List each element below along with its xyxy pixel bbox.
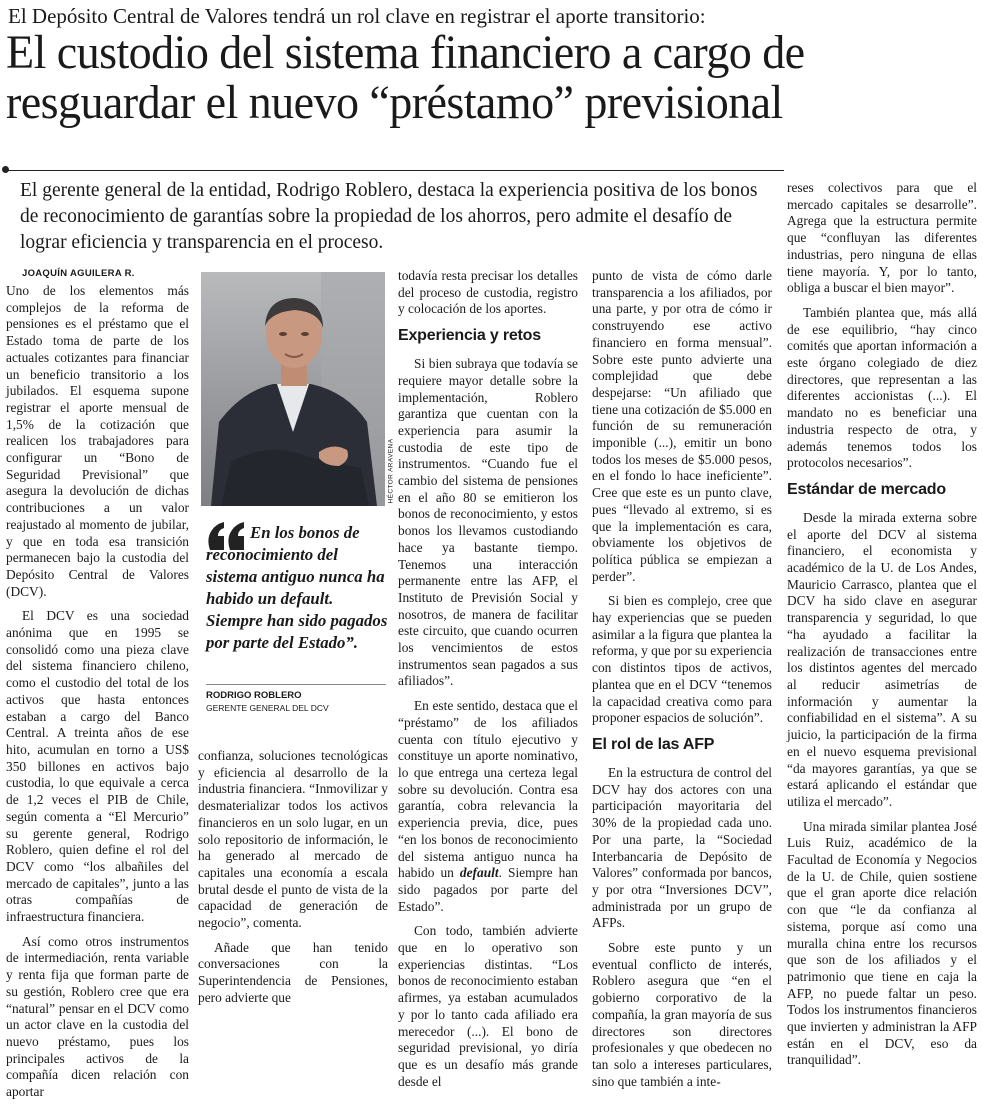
subheading-estandar: Estándar de mercado	[787, 480, 946, 498]
paragraph: En la estructura de control del DCV hay dos actores con una participación mayoritaria del 30% de la propiedad cada uno. Por una parte, la “Sociedad Interbancaria de Depósito de Valores” conformada por bancos, y por otra “Inversiones DCV”, administrada por un grupo de AFPs.	[592, 764, 772, 931]
text-run: En este sentido, destaca que el “préstamo” de los afiliados cuenta con título ejecutivo y constituye un aporte nominativo, lo que entrega una certeza legal sobre su devolución. Contra esa garantía, cobra relevancia la experiencia previa, dice, pues “en los bonos de reconocimiento del sistema antiguo nunca ha habido un	[398, 698, 578, 881]
portrait-photo	[201, 272, 385, 506]
paragraph: todavía resta precisar los detalles del proceso de custodia, registro y colocación de los aportes.	[398, 268, 578, 317]
paragraph: Con todo, también advierte que en lo operativo son experiencias distintas. “Los bonos de reconocimiento estaban afirmes, ya estaban acumulados y por lo tanto cada afiliado era merecedor (...). El bono de seguridad previsional, yo diría que es un desafío más grande desde el	[398, 923, 578, 1089]
emphasis-default: default	[459, 865, 499, 881]
portrait-illustration	[201, 272, 385, 506]
paragraph: El DCV es una sociedad anónima que en 1995 se consolidó como una pieza clave del sistema financiero chileno, como el custodio del total de los activos que hasta entonces estaban a cargo del Banco Central. A treinta años de ese hito, acumulan en torno a US$ 350 billones en activos bajo custodia, lo que equivale a cerca de 1,2 veces el PIB de Chile, según comenta a “El Mercurio” su gerente general, Rodrigo Roblero, quien define el rol del DCV como “los albañiles del mercado de capitales”, junto a las otras compañías de infraestructura financiera.	[6, 608, 189, 925]
paragraph: Una mirada similar plantea José Luis Ruiz, académico de la Facultad de Economía y Negocios de la U. de Chile, quien sostiene que el gran aporte dice relación con que “le da confianza al sistema, porque así como una muralla china entre los recursos que son de los afiliados y el patrimonio que tiene en caja la AFP, no puede faltar un peso. Todos los instrumentos financieros que invierten y administran la AFP están en el DCV, eso da tranquilidad”.	[787, 818, 977, 1068]
deck: El gerente general de la entidad, Rodrigo Roblero, destaca la experiencia positiva de los bonos de reconocimiento de garantías sobre la propiedad de los ahorros, pero admite el desafío de lograr eficiencia y transparencia en el proceso.	[20, 180, 758, 253]
column-5	[787, 180, 977, 1077]
paragraph: Si bien es complejo, cree que hay experiencias que se pueden asimilar a la figura que plantea la reforma, y que por su experiencia con distintos tipos de activos, plantea que en el DCV “tenemos la capacidad creativa como para proponer espacios de solución”.	[592, 593, 772, 726]
paragraph: Añade que han tenido conversaciones con la Superintendencia de Pensiones, pero advierte que	[198, 939, 388, 1005]
paragraph: punto de vista de cómo darle transparencia a los afiliados, por una parte, y por otra de cómo ir construyendo ese activo financiero en forma mensual”. Sobre este punto advierte una complejidad que debe despejarse: “Un afiliado que tiene una cotización de $5.000 en función de su remuneración imponible (...), emitir un bono todos los meses de $5.000 pesos, en el fondo lo hace ineficiente”. Cree que este es un punto clave, pues “llevado al extremo, si es que la implementación es cara, obviamente los objetivos de política pública se empiezan a perder”.	[592, 268, 772, 584]
text-run: . Siempre han sido pagados por parte del Estado”.	[398, 865, 578, 914]
paragraph: También plantea que, más allá de ese equilibrio, “hay cinco comités que aportan información a este órgano colegiado de diez directores, que representan a las diferentes accionistas (...). El mandato no es beneficiar una industria respecto de otra, y además tenemos todos los protocolos necesarios”.	[787, 304, 977, 471]
paragraph: confianza, soluciones tecnológicas y eficiencia al desarrollo de la industria financiera. “Inmovilizar y desmaterializar todos los activos financieros en un solo lugar, en un solo repositorio de información, le ha generado al mercado de capitales una economía a escala brutal desde el punto de vista de la capacidad de generación de negocio”, comenta.	[198, 748, 388, 931]
headline: El custodio del sistema financiero a cargo de resguardar el nuevo “préstamo” previsional	[6, 26, 805, 129]
column-2	[198, 748, 388, 1015]
paragraph: Así como otros instrumentos de intermediación, renta variable y renta fija que forman parte de su gestión, Roblero cree que era “natural” pensar en el DCV como un actor clave en la custodia del nuevo préstamo, pues los principales activos de la compañía dicen relación con aportar	[6, 933, 189, 1100]
column-1	[6, 283, 189, 1109]
subheading-rol-afp: El rol de las AFP	[592, 735, 715, 753]
pullquote-divider	[206, 684, 386, 685]
divider	[4, 170, 784, 171]
photo-credit-text: HÉCTOR ARAVENA	[387, 438, 395, 504]
column-4	[592, 268, 772, 1098]
paragraph	[398, 698, 578, 915]
paragraph: Si bien subraya que todavía se requiere mayor detalle sobre la implementación, Roblero garantiza que cuentan con la experiencia para asumir la custodia de este tipo de instrumentos. “Cuando fue el cambio del sistema de pensiones en el año 80 se emitieron los bonos de reconocimiento, y estos bonos los llevamos custodiando hace ya bastante tiempo. Tenemos una interacción permanente entre las AFP, el Instituto de Previsión Social y nosotros, de manera de facilitar este circuito, que cuando ocurren los vencimientos de estos instrumentos sean pagados a sus afiliados”.	[398, 356, 578, 689]
paragraph: reses colectivos para que el mercado capitales se desarrolle”. Agrega que la estructura permite que “confluyan las diferentes industrias, pero ninguna de ellas tiene mayoría. Y, por lo tanto, obliga a buscar el bien mayor”.	[787, 180, 977, 296]
byline: JOAQUÍN AGUILERA R.	[22, 268, 135, 279]
pullquote-name: RODRIGO ROBLERO	[206, 690, 302, 701]
pullquote-text: En los bonos de reconocimiento del sistema antiguo nunca ha habido un default. Siempre han sido pagados por parte del Estado”.	[206, 523, 388, 652]
pullquote-role: GERENTE GENERAL DEL DCV	[206, 703, 329, 713]
subheading-experiencia: Experiencia y retos	[398, 327, 541, 345]
paragraph: Uno de los elementos más complejos de la reforma de pensiones es el préstamo que el Estado toma de parte de los actuales cotizantes para financiar un beneficio transitorio a los jubilados. El esquema supone registrar el aporte mensual de 1,5% de la cotización que realicen los trabajadores para configurar un “Bono de Seguridad Previsional” que asegura la devolución de dichas contribuciones a un valor reajustado al momento de jubilar, y que en toda esa transición permanecen bajo la custodia del Depósito Central de Valores (DCV).	[6, 283, 189, 599]
paragraph: Sobre este punto y un eventual conflicto de interés, Roblero asegura que “en el gobierno corporativo de la compañía, la gran mayoría de sus directores son directores profesionales y que obedecen no tan solo a intereses particulares, sino que también a inte-	[592, 940, 772, 1089]
paragraph: Desde la mirada externa sobre el aporte del DCV al sistema financiero, el economista y académico de la U. de Los Andes, Mauricio Carrasco, plantea que el DCV ha sido clave en asegurar transparencia y seguridad, lo que “ha ayudado a facilitar la realización de transacciones entre los distintos agentes del mercado al reducir asimetrías de información y aumentar la confiabilidad en el sistema”. A su juicio, la participación de la firma en el nuevo esquema previsional “da mayores garantías, ya que se estará aplicando el estándar que utiliza el mercado”.	[787, 509, 977, 809]
photo-credit	[386, 380, 396, 510]
column-3	[398, 268, 578, 1098]
kicker: El Depósito Central de Valores tendrá un rol clave en registrar el aporte transitorio:	[8, 4, 706, 28]
